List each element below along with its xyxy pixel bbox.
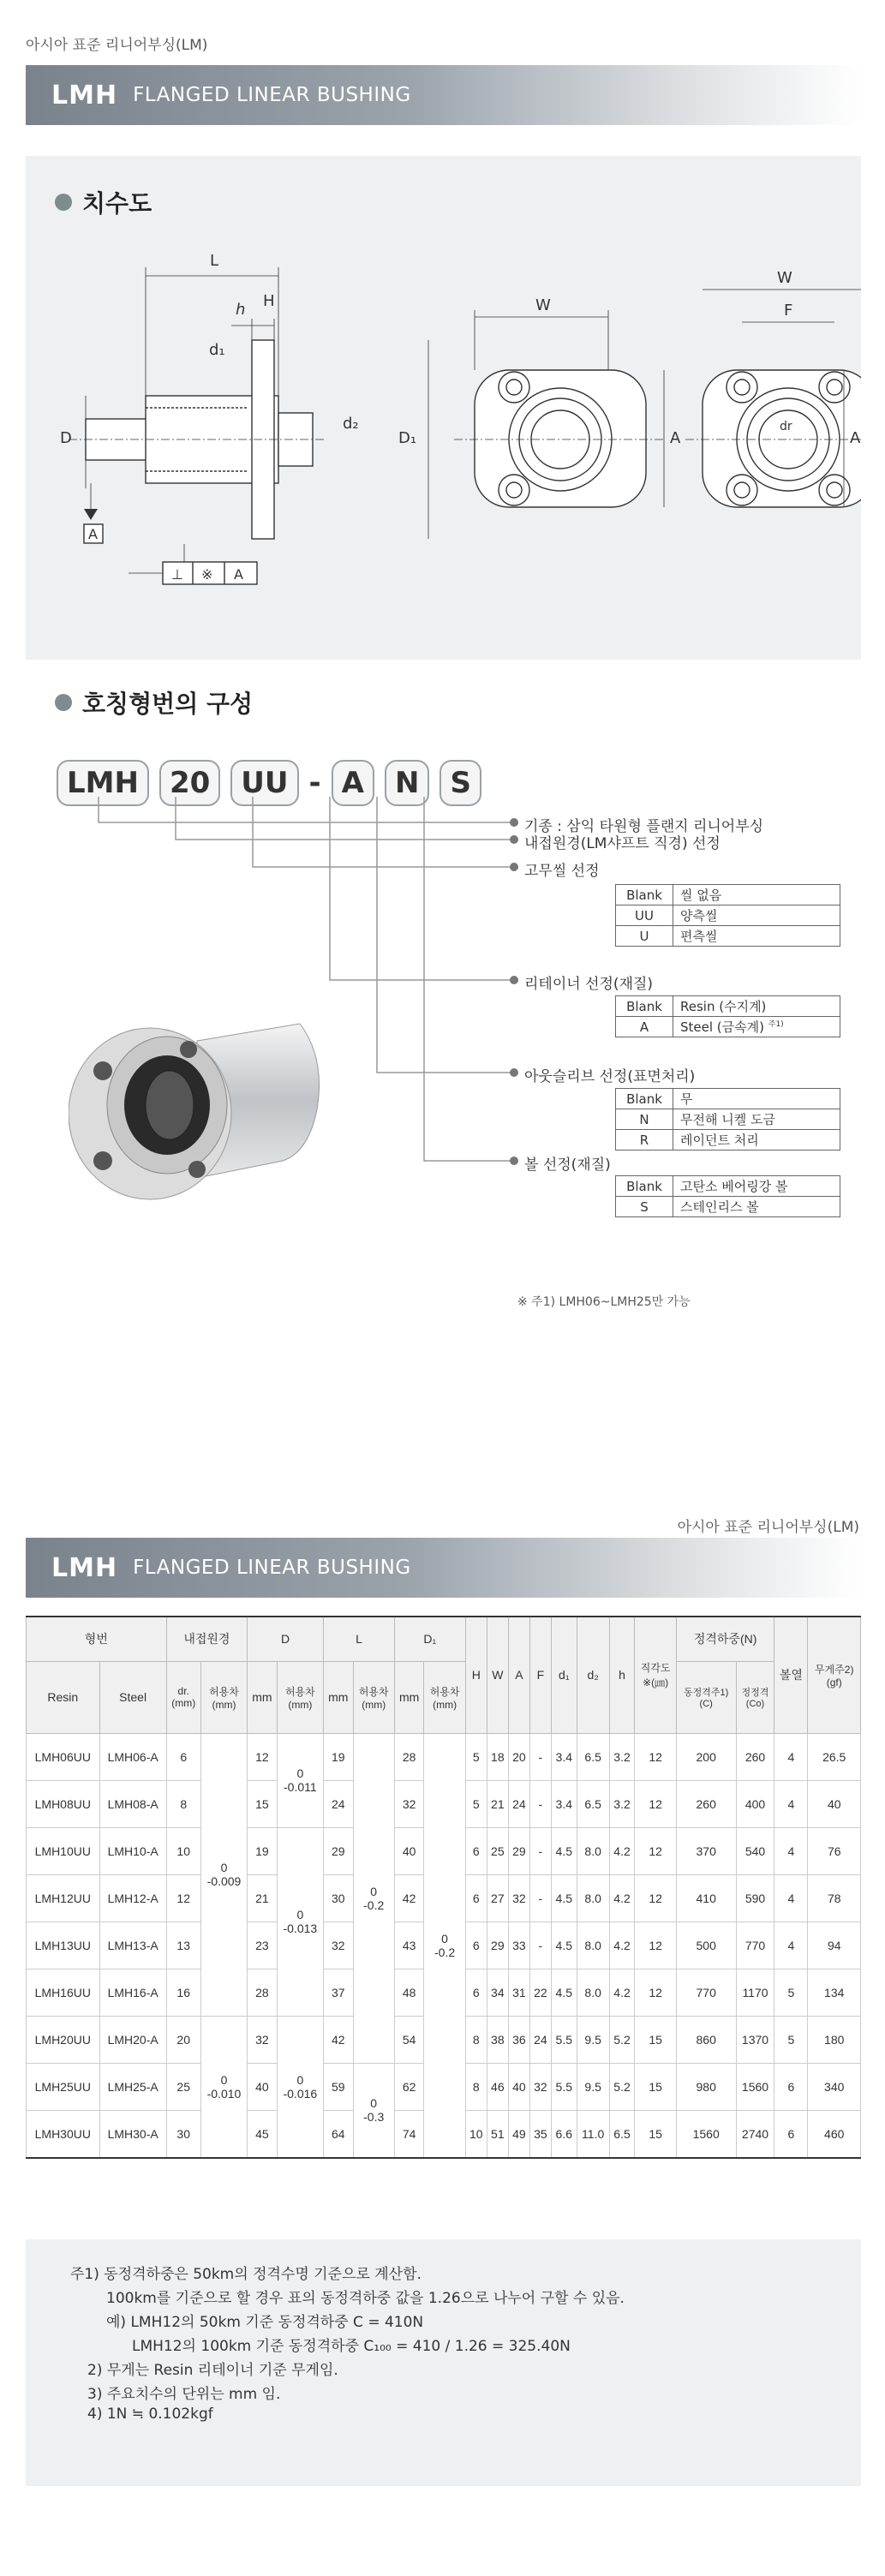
table-cell: LMH13UU xyxy=(27,1922,100,1969)
table-cell: 1370 xyxy=(736,2016,774,2063)
table-cell: 29 xyxy=(324,1827,353,1874)
table-cell: 5 xyxy=(465,1780,487,1827)
dimension-drawing xyxy=(26,156,861,660)
svg-text:A: A xyxy=(850,429,861,447)
svg-text:D: D xyxy=(60,429,72,447)
table-cell: LMH08UU xyxy=(27,1780,100,1827)
table-cell: - xyxy=(529,1733,551,1780)
table-cell: LMH12UU xyxy=(27,1874,100,1922)
table-cell: 5.5 xyxy=(551,2016,577,2063)
svg-text:h: h xyxy=(236,301,246,319)
table-cell: 64 xyxy=(324,2110,353,2158)
table-cell: 15 xyxy=(635,2063,676,2110)
table-row: Blank 무 xyxy=(616,1089,840,1109)
table-cell: 6 xyxy=(166,1733,200,1780)
table-cell: LMH30UU xyxy=(27,2110,100,2158)
table-cell: 24 xyxy=(508,1780,529,1827)
table-cell: 29 xyxy=(508,1827,529,1874)
table-cell: 4.5 xyxy=(551,1827,577,1874)
table-cell: 54 xyxy=(394,2016,423,2063)
table-cell: 4 xyxy=(774,1827,808,1874)
table-cell: 8.0 xyxy=(577,1874,609,1922)
table-cell: 12 xyxy=(635,1780,676,1827)
table-cell: 980 xyxy=(676,2063,736,2110)
note-1: 주1) 동정격하중은 50km의 정격수명 기준으로 계산함. xyxy=(70,2266,422,2283)
table-cell: 6 xyxy=(774,2110,808,2158)
page-caption: 아시아 표준 리니어부싱(LM) xyxy=(26,37,208,54)
note-1b: 예) LMH12의 50km 기준 동정격하중 C = 410N xyxy=(106,2314,424,2331)
table-row: A Steel (금속계) $^{주1)}$ xyxy=(616,1017,840,1037)
svg-text:d₁: d₁ xyxy=(209,341,225,359)
table-cell: LMH16-A xyxy=(99,1969,166,2016)
table-cell: LMH06-A xyxy=(99,1733,166,1780)
table-cell: 500 xyxy=(676,1922,736,1969)
table-cell: 59 xyxy=(324,2063,353,2110)
table-cell: 1170 xyxy=(736,1969,774,2016)
label-sleeve: 아웃슬리브 선정(표면처리) xyxy=(524,1068,696,1085)
svg-text:W: W xyxy=(535,296,551,314)
table-cell: 4.2 xyxy=(609,1969,635,2016)
svg-text:A: A xyxy=(234,566,243,583)
banner-model: LMH xyxy=(51,80,118,111)
table-cell: 8 xyxy=(465,2016,487,2063)
svg-text:dr: dr xyxy=(780,420,792,433)
table-cell: - xyxy=(529,1780,551,1827)
note-3: 3) 주요치수의 단위는 mm 임. xyxy=(87,2386,281,2403)
table-cell: 32 xyxy=(394,1780,423,1827)
table-cell: 6.6 xyxy=(551,2110,577,2158)
table-cell: 540 xyxy=(736,1827,774,1874)
table-cell: 78 xyxy=(808,1874,861,1922)
table-cell: 3.2 xyxy=(609,1780,635,1827)
banner-title: FLANGED LINEAR BUSHING xyxy=(133,84,411,106)
table-cell: 8.0 xyxy=(577,1969,609,2016)
svg-text:d₂: d₂ xyxy=(343,415,359,433)
table-cell: - xyxy=(529,1922,551,1969)
table-cell: 8 xyxy=(465,2063,487,2110)
table-cell: 10 xyxy=(465,2110,487,2158)
table-cell: 12 xyxy=(635,1969,676,2016)
table-cell: 12 xyxy=(635,1874,676,1922)
table-cell: 6 xyxy=(774,2063,808,2110)
page-caption-2: 아시아 표준 리니어부싱(LM) xyxy=(677,1519,859,1536)
table-cell: 31 xyxy=(508,1969,529,2016)
table-cell: 6 xyxy=(465,1922,487,1969)
table-cell: LMH10-A xyxy=(99,1827,166,1874)
table-cell: 21 xyxy=(248,1874,277,1922)
table-cell: 48 xyxy=(394,1969,423,2016)
table-cell: 26.5 xyxy=(808,1733,861,1780)
note-1a: 100km를 기준으로 할 경우 표의 동정격하중 값을 1.26으로 나누어 구할 수 있음. xyxy=(106,2290,625,2307)
table-row: Blank 고탄소 베어링강 볼 xyxy=(616,1176,840,1197)
table-cell: LMH25-A xyxy=(99,2063,166,2110)
table-cell: 28 xyxy=(394,1733,423,1780)
table-cell: LMH08-A xyxy=(99,1780,166,1827)
table-cell: 6 xyxy=(465,1969,487,2016)
table-row: Blank Resin (수지계) xyxy=(616,996,840,1017)
notes-panel xyxy=(26,2239,861,2486)
table-cell: 34 xyxy=(487,1969,508,2016)
table-cell: 260 xyxy=(676,1780,736,1827)
table-cell: 12 xyxy=(166,1874,200,1922)
code-dash: - xyxy=(308,766,321,800)
svg-text:F: F xyxy=(784,302,793,320)
table-cell: 5.2 xyxy=(609,2063,635,2110)
bullet-icon xyxy=(55,694,72,711)
table-cell: 40 xyxy=(394,1827,423,1874)
table-cell: 5.5 xyxy=(551,2063,577,2110)
table-cell: 6.5 xyxy=(577,1780,609,1827)
table-cell: 8 xyxy=(166,1780,200,1827)
table-cell: 40 xyxy=(808,1780,861,1827)
label-ball: 볼 선정(재질) xyxy=(524,1157,611,1174)
table-cell: 32 xyxy=(324,1922,353,1969)
table-cell: 24 xyxy=(324,1780,353,1827)
ball-options-table xyxy=(615,1175,840,1217)
table-cell: 33 xyxy=(508,1922,529,1969)
table-cell: 410 xyxy=(676,1874,736,1922)
table-cell: 0 -0.2 xyxy=(424,1733,465,2158)
table-cell: 0 -0.011 xyxy=(277,1733,323,1827)
dimension-title: 치수도 xyxy=(55,185,152,219)
table-cell: 43 xyxy=(394,1922,423,1969)
table-cell: 4.2 xyxy=(609,1874,635,1922)
table-cell: 4.2 xyxy=(609,1827,635,1874)
table-cell: 46 xyxy=(487,2063,508,2110)
label-size: 내접원경(LM샤프트 직경) 선정 xyxy=(524,835,721,852)
table-cell: 8.0 xyxy=(577,1922,609,1969)
table-cell: 12 xyxy=(635,1922,676,1969)
dimension-panel xyxy=(26,156,861,660)
table-cell: LMH20UU xyxy=(27,2016,100,2063)
table-cell: 4.5 xyxy=(551,1874,577,1922)
code-model: LMH xyxy=(57,760,149,806)
table-cell: 6 xyxy=(465,1874,487,1922)
table-cell: - xyxy=(529,1827,551,1874)
table-cell: LMH06UU xyxy=(27,1733,100,1780)
table-cell: LMH25UU xyxy=(27,2063,100,2110)
title-banner xyxy=(26,65,861,125)
table-cell: 4 xyxy=(774,1874,808,1922)
table-cell: 400 xyxy=(736,1780,774,1827)
table-cell: 19 xyxy=(324,1733,353,1780)
table-cell: 6.5 xyxy=(577,1733,609,1780)
table-cell: 0 -0.3 xyxy=(353,2063,394,2158)
table-cell: 74 xyxy=(394,2110,423,2158)
label-model: 기종 : 삼익 타원형 플랜지 리니어부싱 xyxy=(524,818,764,835)
table-cell: 3.2 xyxy=(609,1733,635,1780)
label-seal: 고무씰 선정 xyxy=(524,863,600,880)
table-cell: 32 xyxy=(248,2016,277,2063)
svg-text:H: H xyxy=(263,292,275,310)
table-cell: 38 xyxy=(487,2016,508,2063)
table-cell: 30 xyxy=(166,2110,200,2158)
table-cell: 40 xyxy=(508,2063,529,2110)
code-title: 호칭형번의 구성 xyxy=(55,685,253,720)
table-cell: 8.0 xyxy=(577,1827,609,1874)
table-cell: 3.4 xyxy=(551,1733,577,1780)
table-cell: - xyxy=(529,1874,551,1922)
table-cell: 4 xyxy=(774,1922,808,1969)
table-cell: 29 xyxy=(487,1922,508,1969)
table-cell: 860 xyxy=(676,2016,736,2063)
table-cell: 42 xyxy=(324,2016,353,2063)
table-cell: LMH12-A xyxy=(99,1874,166,1922)
sleeve-options-table xyxy=(615,1088,840,1151)
svg-text:W: W xyxy=(777,269,792,287)
svg-text:D₁: D₁ xyxy=(398,429,417,447)
table-cell: 2740 xyxy=(736,2110,774,2158)
svg-text:⊥: ⊥ xyxy=(171,566,183,583)
table-cell: 1560 xyxy=(736,2063,774,2110)
table-cell: 24 xyxy=(529,2016,551,2063)
table-cell: 30 xyxy=(324,1874,353,1922)
table-cell: 770 xyxy=(676,1969,736,2016)
table-cell: 36 xyxy=(508,2016,529,2063)
table-cell: 40 xyxy=(248,2063,277,2110)
table-cell: LMH13-A xyxy=(99,1922,166,1969)
table-cell: 370 xyxy=(676,1827,736,1874)
table-cell: 23 xyxy=(248,1922,277,1969)
table-row: R 레이던트 처리 xyxy=(616,1130,840,1151)
table-cell: 12 xyxy=(635,1827,676,1874)
note-4: 4) 1N ≒ 0.102kgf xyxy=(87,2406,213,2423)
code-ball: S xyxy=(440,760,481,806)
table-row xyxy=(27,1733,861,1780)
table-cell: 42 xyxy=(394,1874,423,1922)
table-cell: 5 xyxy=(774,1969,808,2016)
table-cell: 13 xyxy=(166,1922,200,1969)
table-cell: 15 xyxy=(248,1780,277,1827)
table-cell: 3.4 xyxy=(551,1780,577,1827)
table-cell: 0 -0.010 xyxy=(200,2016,247,2158)
table-cell: 21 xyxy=(487,1780,508,1827)
banner-model-2: LMH xyxy=(51,1552,118,1583)
table-cell: 4 xyxy=(774,1733,808,1780)
svg-text:A: A xyxy=(88,526,98,542)
code-retainer: A xyxy=(332,760,374,806)
table-cell: 37 xyxy=(324,1969,353,2016)
table-cell: 5 xyxy=(774,2016,808,2063)
table-cell: 6.5 xyxy=(609,2110,635,2158)
table-cell: 6 xyxy=(465,1827,487,1874)
table-row: U 편측씰 xyxy=(616,926,840,947)
table-cell: 9.5 xyxy=(577,2016,609,2063)
table-cell: 340 xyxy=(808,2063,861,2110)
table-cell: 19 xyxy=(248,1827,277,1874)
seal-options-table xyxy=(615,884,840,947)
table-cell: 16 xyxy=(166,1969,200,2016)
table-cell: 76 xyxy=(808,1827,861,1874)
table-cell: 22 xyxy=(529,1969,551,2016)
spec-table: 형번 내접원경 D L D₁ H W A F d₁ d₂ h 직각도 ※(㎛) 정격하중(N) 볼열 무게주2) (gf) Resin Steel dr. (mm) 허용차 (mm) mm 허용차 (mm) mm 허용차 (mm) mm 허용차 (mm) 동정격주1) (C) 정정격 (Co) LMH06UU LMH06-A 6 0 -0.009 12 0 -0.011 19 0 -0.2 28 0 -0.2 5 18 20 - 3.4 6.5 3.2 12 200 260 4 26.5 LMH08UU LMH08-A 8 15 24 32 5 21 24 - 3.4 6.5 3.2 12 260 400 4 40 LMH10UU LMH10-A 10 19 0 -0.013 29 40 6 25 29 - 4.5 8.0 4.2 12 370 540 4 76 LMH12UU LMH12-A 12 21 30 42 6 27 32 - 4.5 8.0 4.2 12 410 590 4 78 LMH13UU LMH13-A 13 23 32 43 6 29 33 - 4.5 8.0 4.2 12 500 770 4 94 LMH16UU LMH16-A 16 28 37 48 6 34 31 22 4.5 8.0 4.2 12 770 1170 5 134 LMH20UU LMH20-A 20 0 -0.010 32 0 -0.016 42 54 8 38 36 24 5.5 9.5 5.2 15 860 1370 5 180 LMH25UU LMH25-A 25 40 59 0 -0.3 62 8 46 40 32 5.5 9.5 5.2 15 980 1560 6 340 LMH30UU LMH30-A 30 45 64 74 10 51 49 35 6.6 11.0 6.5 15 1560 2740 6 460 xyxy=(26,1616,861,2159)
table-cell: 260 xyxy=(736,1733,774,1780)
table-cell: 25 xyxy=(166,2063,200,2110)
table-cell: 4 xyxy=(774,1780,808,1827)
table-cell: 94 xyxy=(808,1922,861,1969)
code-note: ※ 주1) LMH06~LMH25만 가능 xyxy=(517,1295,691,1309)
table-row: S 스테인리스 볼 xyxy=(616,1197,840,1217)
table-row: Blank 씰 없음 xyxy=(616,885,840,905)
table-cell: 180 xyxy=(808,2016,861,2063)
label-retainer: 리테이너 선정(재질) xyxy=(524,976,654,993)
table-cell: 62 xyxy=(394,2063,423,2110)
code-size: 20 xyxy=(159,760,220,806)
table-cell: LMH30-A xyxy=(99,2110,166,2158)
table-cell: LMH10UU xyxy=(27,1827,100,1874)
svg-text:L: L xyxy=(210,252,219,270)
code-seal: UU xyxy=(230,760,298,806)
table-cell: 35 xyxy=(529,2110,551,2158)
title-banner-2 xyxy=(26,1538,861,1598)
table-cell: 15 xyxy=(635,2016,676,2063)
table-cell: 20 xyxy=(508,1733,529,1780)
table-cell: 20 xyxy=(166,2016,200,2063)
table-cell: 0 -0.2 xyxy=(353,1733,394,2063)
table-cell: 10 xyxy=(166,1827,200,1874)
product-image xyxy=(69,1007,343,1204)
table-cell: 5 xyxy=(465,1733,487,1780)
table-cell: 15 xyxy=(635,2110,676,2158)
table-cell: 25 xyxy=(487,1827,508,1874)
table-cell: 9.5 xyxy=(577,2063,609,2110)
table-cell: 1560 xyxy=(676,2110,736,2158)
note-1c: LMH12의 100km 기준 동정격하중 C₁₀₀ = 410 / 1.26 = 325.40N xyxy=(132,2338,571,2355)
table-cell: 45 xyxy=(248,2110,277,2158)
table-cell: 32 xyxy=(529,2063,551,2110)
table-cell: 770 xyxy=(736,1922,774,1969)
table-cell: 0 -0.009 xyxy=(200,1733,247,2016)
table-cell: 4.2 xyxy=(609,1922,635,1969)
table-cell: 460 xyxy=(808,2110,861,2158)
svg-text:※: ※ xyxy=(201,566,213,583)
table-cell: LMH20-A xyxy=(99,2016,166,2063)
table-cell: 134 xyxy=(808,1969,861,2016)
table-cell: 0 -0.016 xyxy=(277,2016,323,2158)
table-cell: 4.5 xyxy=(551,1922,577,1969)
table-cell: 11.0 xyxy=(577,2110,609,2158)
table-cell: 12 xyxy=(635,1733,676,1780)
table-cell: 18 xyxy=(487,1733,508,1780)
table-row: UU 양측씰 xyxy=(616,905,840,926)
table-cell: 12 xyxy=(248,1733,277,1780)
note-2: 2) 무게는 Resin 리테이너 기준 무게임. xyxy=(87,2362,338,2379)
table-cell: LMH16UU xyxy=(27,1969,100,2016)
banner-title-2: FLANGED LINEAR BUSHING xyxy=(133,1557,411,1579)
table-cell: 5.2 xyxy=(609,2016,635,2063)
table-cell: 200 xyxy=(676,1733,736,1780)
table-row: N 무전해 니켈 도금 xyxy=(616,1109,840,1130)
code-sleeve: N xyxy=(385,760,429,806)
retainer-options-table xyxy=(615,995,840,1037)
table-cell: 28 xyxy=(248,1969,277,2016)
table-cell: 0 -0.013 xyxy=(277,1827,323,2016)
table-cell: 32 xyxy=(508,1874,529,1922)
svg-text:A: A xyxy=(670,429,681,447)
table-cell: 49 xyxy=(508,2110,529,2158)
table-cell: 4.5 xyxy=(551,1969,577,2016)
table-cell: 590 xyxy=(736,1874,774,1922)
table-cell: 27 xyxy=(487,1874,508,1922)
table-cell: 51 xyxy=(487,2110,508,2158)
